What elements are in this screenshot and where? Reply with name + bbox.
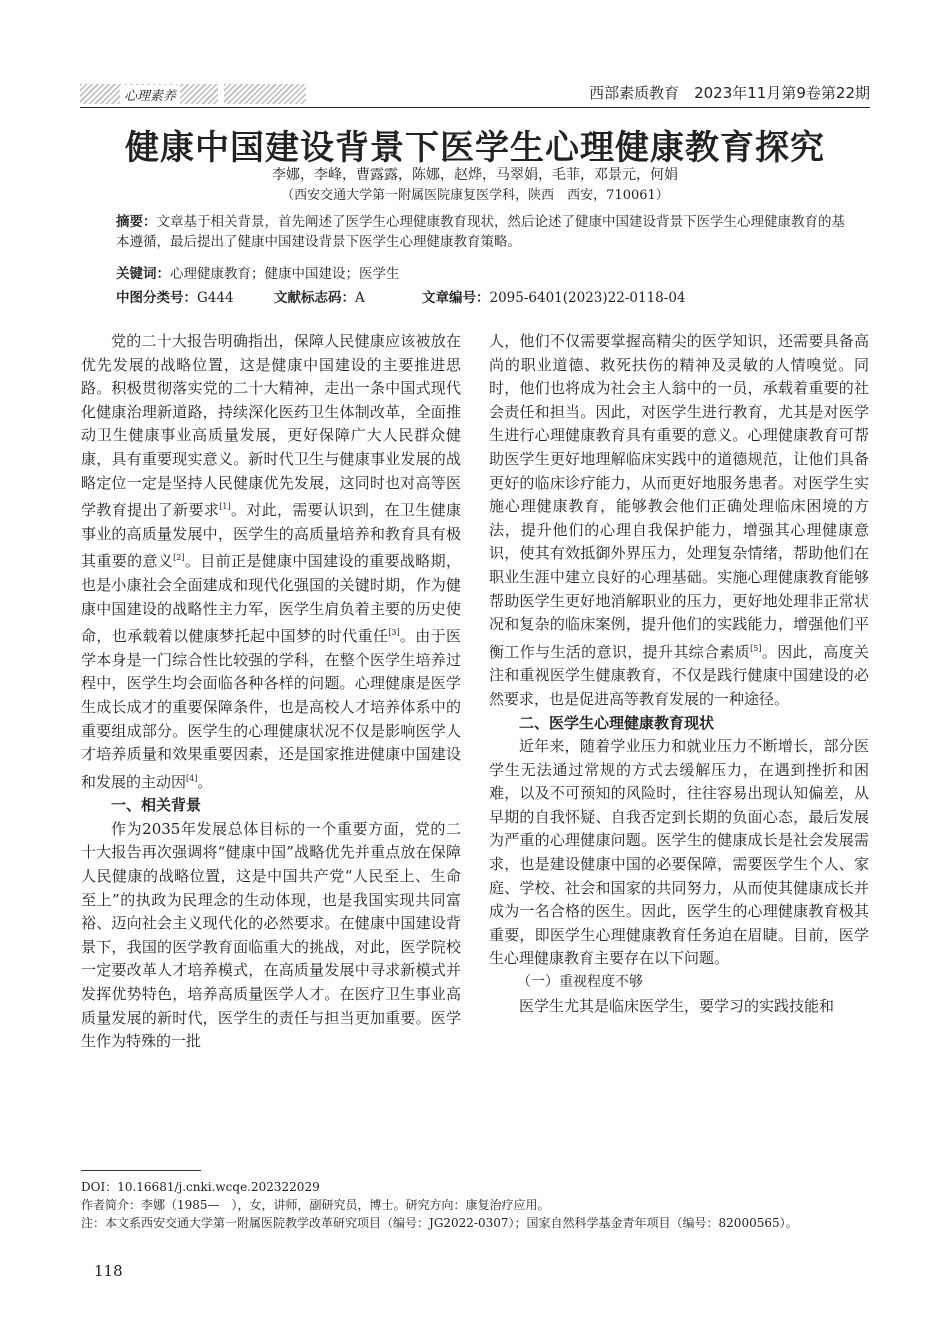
- keywords: [116, 262, 400, 282]
- section-tag-pattern: [224, 84, 306, 104]
- clc-label: 中图分类号：: [116, 290, 197, 306]
- journal-info: 西部素质教育 2023年11月第9卷第22期: [589, 84, 870, 102]
- running-header: [80, 80, 870, 106]
- citation-ref[interactable]: [1]: [219, 502, 231, 512]
- article-number-value: 2095-6401(2023)22-0118-04: [489, 290, 686, 306]
- header-rule: [80, 107, 870, 108]
- abstract-text: 文章基于相关背景，首先阐述了医学生心理健康教育现状，然后论述了健康中国建设背景下医学生心理健康教育的基本遵循，最后提出了健康中国建设背景下医学生心理健康教育策略。: [116, 214, 845, 250]
- keywords-label: 关键词：: [116, 266, 170, 282]
- funding-note: 注：本文系西安交通大学第一附属医院教学改革研究项目（编号：JG2022-0307）；国家自然科学基金青年项目（编号：82000565）。: [81, 1216, 798, 1230]
- citation-ref[interactable]: [2]: [173, 553, 185, 563]
- section-tag: [80, 84, 218, 104]
- subsection-heading-1: （一）重视程度不够: [517, 974, 643, 991]
- citation-ref[interactable]: [5]: [750, 643, 762, 653]
- author-bio: 作者简介：李娜（1985— ），女，讲师，副研究员，博士。研究方向：康复治疗应用。: [81, 1198, 550, 1212]
- clc-value: G444: [197, 290, 234, 306]
- author-list: 李娜，李峰，曹露露，陈娜，赵烨，马翠娟，毛菲，邓景元，何娟: [272, 167, 678, 183]
- continuation-paragraph: 人，他们不仅需要掌握高精尖的医学知识，还需要具备高尚的职业道德、救死扶伤的精神及灵敏的人情嗅觉。同时，他们也将成为社会主人翁中的一员，承载着重要的社会责任和担当。因此，对医学生进行教育，尤其是对医学生进行心理健康教育具有重要的意义。心理健康教育可帮助医学生更好地理解临床实践中的道德规范，让他们具备更好的临床诊疗能力，从而更好地服务患者。对医学生实施心理健康教育，能够教会他们正确处理临床困境的方法，提升他们的心理自我保护能力，增强其心理健康意识，使其有效抵御外界压力，处理复杂情绪，帮助他们在职业生涯中建立良好的心理基础。实施心理健康教育能够帮助医学生更好地消解职业的压力，更好地处理非正常状况和复杂的临床案例，提升他们的实践能力，增强他们平衡工作与生活的意识，提升其综合素质[5]。因此，高度关注和重视医学生健康教育，不仅是践行健康中国建设的必然要求，也是促进高等教育发展的一种途径。: [489, 332, 869, 708]
- doc-code-label: 文献标志码：: [274, 290, 355, 306]
- doc-code-value: A: [355, 290, 365, 306]
- section-heading-1: 一、相关背景: [111, 796, 202, 815]
- abstract-label: 摘要：: [116, 214, 157, 230]
- section-heading-2: 二、医学生心理健康教育现状: [519, 713, 715, 732]
- status-paragraph: 近年来，随着学业压力和就业压力不断增长，部分医学生无法通过常规的方式去缓解压力，在遇到挫折和困难，以及不可预知的风险时，往往容易出现认知偏差，从早期的自我怀疑、自我否定到长期的负面心态，最后发展为严重的心理健康问题。医学生的健康成长是社会发展需求，也是建设健康中国的必要保障，需要医学生个人、家庭、学校、社会和国家的共同努力，从而使其健康成长并成为一名合格的医生。因此，医学生的心理健康教育极其重要，即医学生心理健康教育任务迫在眉睫。目前，医学生心理健康教育主要存在以下问题。: [489, 737, 869, 968]
- page-number: 118: [94, 1262, 123, 1280]
- doi-line: DOI：10.16681/j.cnki.wcqe.202322029: [81, 1180, 320, 1194]
- right-column: [489, 330, 869, 1018]
- affiliation: （西安交通大学第一附属医院康复医学科，陕西 西安，710061）: [281, 188, 669, 203]
- citation-ref[interactable]: [4]: [186, 773, 198, 783]
- abstract: [116, 212, 846, 252]
- classification-line: [116, 286, 846, 306]
- intro-paragraph: 党的二十大报告明确指出，保障人民健康应该被放在优先发展的战略位置，这是健康中国建设的主要推进思路。积极贯彻落实党的二十大精神，走出一条中国式现代化健康治理新道路，持续深化医药卫生体制改革，全面推动卫生健康事业高质量发展，更好保障广大人民群众健康，具有重要现实意义。新时代卫生与健康事业发展的战略定位一定是坚持人民健康优先发展，这同时也对高等医学教育提出了新要求[1]。对此，需要认识到，在卫生健康事业的高质量发展中，医学生的高质量培养和教育具有极其重要的意义[2]。目前正是健康中国建设的重要战略期，也是小康社会全面建成和现代化强国的关键时期，作为健康中国建设的战略性主力军，医学生肩负着主要的历史使命，也承载着以健康梦托起中国梦的时代重任[3]。由于医学本身是一门综合性比较强的学科，在整个医学生培养过程中，医学生均会面临各种各样的问题。心理健康是医学生成长成才的重要保障条件，也是高校人才培养体系中的重要组成部分。医学生的心理健康状况不仅是影响医学人才培养质量和效果重要因素，还是国家推进健康中国建设和发展的主动因[4]。: [81, 332, 461, 791]
- left-column: [81, 330, 461, 1054]
- keywords-text: 心理健康教育；健康中国建设；医学生: [170, 266, 400, 282]
- paper-title: 健康中国建设背景下医学生心理健康教育探究: [125, 128, 825, 168]
- footnotes: [81, 1178, 881, 1232]
- section-tag-label: 心理素养: [120, 85, 180, 104]
- footnote-rule: [81, 1170, 201, 1171]
- background-paragraph: 作为2035年发展总体目标的一个重要方面，党的二十大报告再次强调将“健康中国”战略优先并重点放在保障人民健康的战略位置，这是中国共产党“人民至上、生命至上”的执政为民理念的生动体现，也是我国实现共同富裕、迈向社会主义现代化的必然要求。在健康中国建设背景下，我国的医学教育面临重大的挑战，对此，医学院校一定要改革人才培养模式，在高质量发展中寻求新模式并发挥优势特色，培养高质量医学人才。在医疗卫生事业高质量发展的新时代，医学生的责任与担当更加重要。医学生作为特殊的一批: [81, 819, 461, 1051]
- article-number-label: 文章编号：: [422, 290, 490, 306]
- subsection-paragraph: 医学生尤其是临床医学生，要学习的实践技能和: [519, 996, 835, 1015]
- citation-ref[interactable]: [3]: [388, 628, 400, 638]
